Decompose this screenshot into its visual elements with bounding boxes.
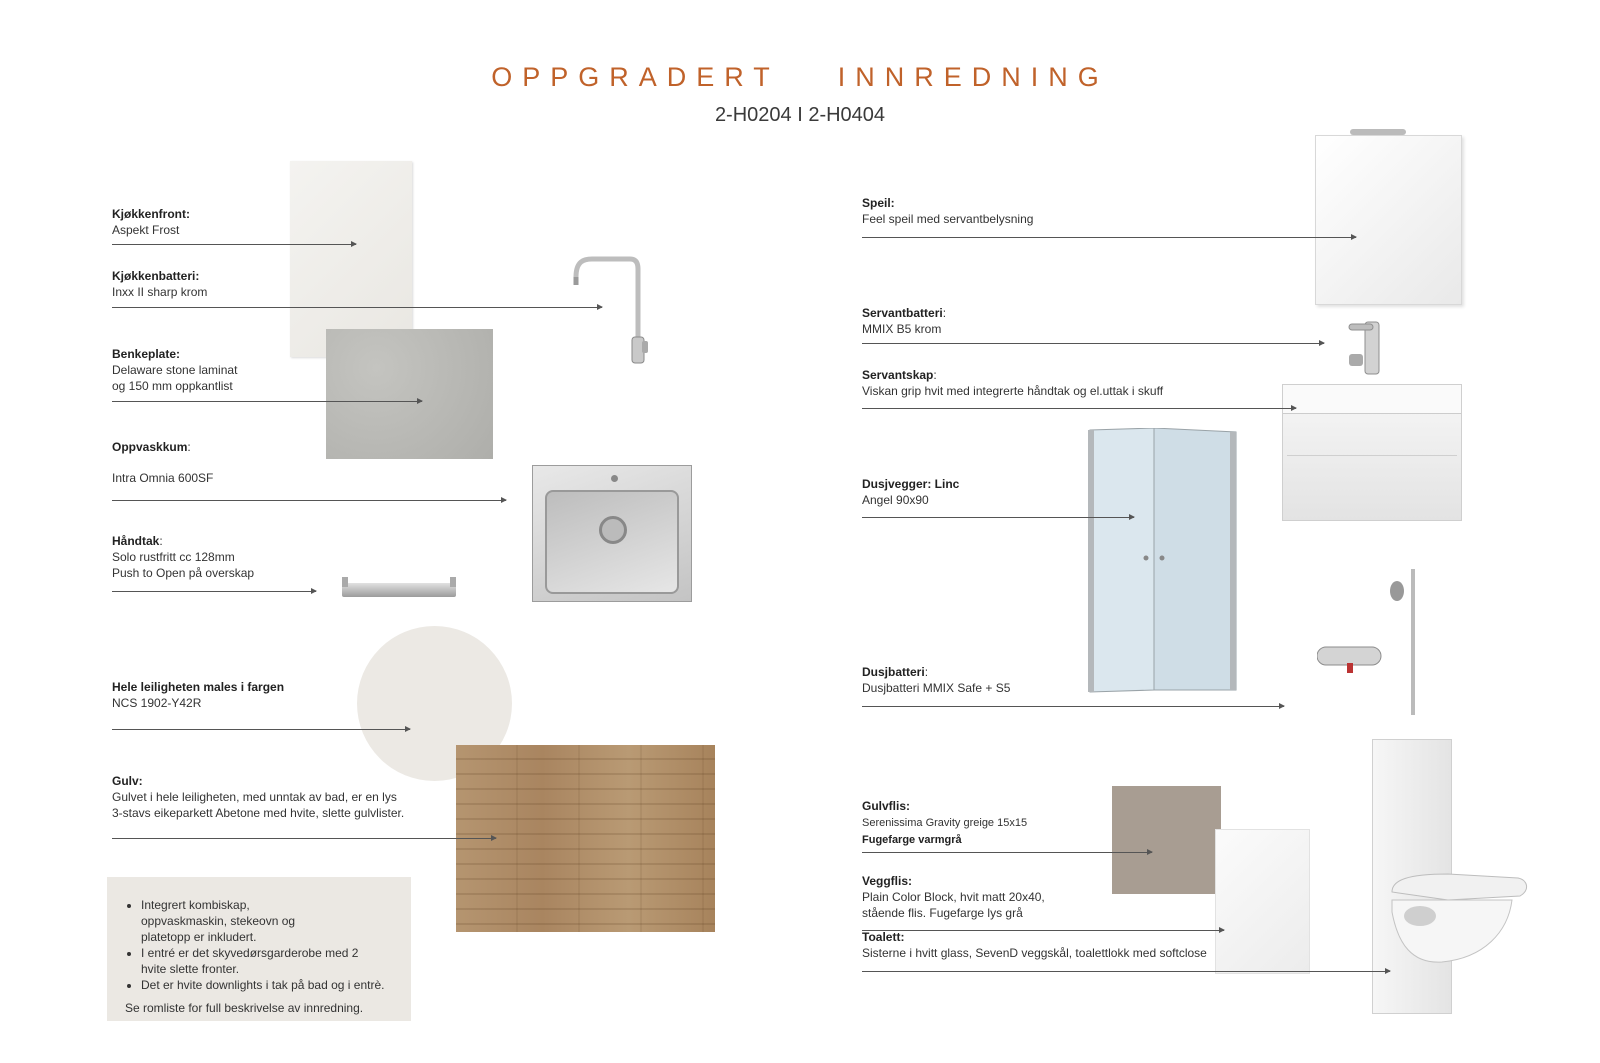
- mirror-heading: Speil:: [862, 196, 895, 210]
- shower-tap-label: [862, 664, 1010, 696]
- countertop-label: [112, 346, 237, 394]
- title-word-2: INNREDNING: [837, 62, 1109, 92]
- basin-tap-heading-colon: :: [942, 306, 947, 320]
- shower-walls-heading: Dusjvegger: Linc: [862, 477, 960, 491]
- kitchen-tap-heading: Kjøkkenbatteri:: [112, 269, 200, 283]
- note-line: Integrert kombiskap,: [141, 898, 250, 912]
- toilet-desc: Sisterne i hvitt glass, SevenD veggskål, toalettlokk med softclose: [862, 946, 1207, 960]
- wall-tile-image: [1215, 829, 1310, 974]
- handle-desc-1: Solo rustfritt cc 128mm: [112, 550, 235, 564]
- note-item-3: [141, 977, 411, 993]
- floor-tile-desc: Serenissima Gravity greige 15x15: [862, 817, 1028, 829]
- basin-tap-image: [1345, 314, 1395, 376]
- kitchen-front-arrow: [112, 244, 356, 245]
- shower-tap-desc: Dusjbatteri MMIX Safe + S5: [862, 681, 1011, 695]
- kitchen-front-heading: Kjøkkenfront:: [112, 207, 190, 221]
- shower-tap-image: [1317, 569, 1427, 717]
- kitchen-front-label: [112, 206, 190, 238]
- handle-label: [112, 533, 254, 581]
- handle-desc-2: Push to Open på overskap: [112, 566, 255, 580]
- floor-heading: Gulv:: [112, 774, 143, 788]
- countertop-image: [326, 329, 493, 459]
- floor-label: [112, 773, 404, 821]
- note-item-1: [141, 897, 411, 945]
- toilet-arrow: [862, 971, 1390, 972]
- shower-tap-arrow: [862, 706, 1284, 707]
- shower-walls-label: [862, 476, 959, 508]
- note-line: I entré er det skyvedørsgarderobe med 2: [141, 946, 359, 960]
- title-word-1: OPPGRADERT: [491, 62, 780, 92]
- countertop-arrow: [112, 401, 422, 402]
- floor-desc-1: Gulvet i hele leiligheten, med unntak av bad, er en lys: [112, 790, 397, 804]
- kitchen-tap-desc: Inxx II sharp krom: [112, 285, 208, 299]
- vanity-heading-colon: :: [933, 368, 937, 382]
- handle-heading: Håndtak: [112, 534, 160, 548]
- basin-tap-label: [862, 305, 946, 337]
- handle-leg-left: [342, 577, 348, 587]
- handle-arrow: [112, 591, 316, 592]
- wall-tile-desc-1: Plain Color Block, hvit matt 20x40,: [862, 890, 1045, 904]
- note-line: platetopp er inkludert.: [141, 930, 257, 944]
- handle-leg-right: [450, 577, 456, 587]
- shower-tap-heading-colon: :: [924, 665, 929, 679]
- floor-desc-2: 3-stavs eikeparkett Abetone med hvite, slette gulvlister.: [112, 806, 405, 820]
- note-line: oppvaskmaskin, stekeovn og: [141, 914, 296, 928]
- mirror-label: [862, 195, 1033, 227]
- note-line: Det er hvite downlights i tak på bad og i entrè.: [141, 978, 385, 992]
- vanity-desc: Viskan grip hvit med integrerte håndtak og el.uttak i skuff: [862, 384, 1164, 398]
- paint-label: [112, 679, 284, 711]
- note-item-2: [141, 945, 411, 977]
- paint-arrow: [112, 729, 410, 730]
- handle-heading-colon: :: [159, 534, 163, 548]
- sink-heading-colon: :: [187, 440, 191, 454]
- toilet-label: [862, 929, 1207, 961]
- sink-image: [532, 465, 692, 602]
- toilet-bowl-image: [1388, 872, 1533, 976]
- mirror-image: [1315, 135, 1462, 305]
- vanity-heading: Servantskap: [862, 368, 934, 382]
- basin-tap-arrow: [862, 343, 1324, 344]
- mirror-arrow: [862, 237, 1356, 238]
- kitchen-front-desc: Aspekt Frost: [112, 223, 180, 237]
- floor-tile-grout: Fugefarge varmgrå: [862, 834, 962, 846]
- shower-tap-heading: Dusjbatteri: [862, 665, 925, 679]
- wall-tile-heading: Veggflis:: [862, 874, 913, 888]
- basin-tap-heading: Servantbatteri: [862, 306, 943, 320]
- toilet-heading: Toalett:: [862, 930, 905, 944]
- notes-box: [107, 877, 411, 1021]
- floor-tile-arrow: [862, 852, 1152, 853]
- floor-arrow: [112, 838, 496, 839]
- handle-image: [342, 583, 456, 597]
- kitchen-tap-label: [112, 268, 207, 300]
- countertop-heading: Benkeplate:: [112, 347, 181, 361]
- shower-enclosure-image: [1088, 428, 1238, 696]
- mirror-light: [1350, 129, 1406, 135]
- vanity-label: [862, 367, 1163, 399]
- shower-walls-arrow: [862, 517, 1134, 518]
- sink-heading: Oppvaskkum: [112, 440, 188, 454]
- wall-tile-desc-2: stående flis. Fugefarge lys grå: [862, 906, 1023, 920]
- paint-heading: Hele leiligheten males i fargen: [112, 680, 285, 694]
- countertop-desc-1: Delaware stone laminat: [112, 363, 238, 377]
- notes-footer: Se romliste for full beskrivelse av innredning.: [125, 1001, 364, 1015]
- vanity-arrow: [862, 408, 1296, 409]
- page-title: [0, 62, 1600, 93]
- mirror-desc: Feel speil med servantbelysning: [862, 212, 1034, 226]
- kitchen-tap-image: [570, 255, 650, 367]
- shower-walls-desc: Angel 90x90: [862, 493, 929, 507]
- paint-desc: NCS 1902-Y42R: [112, 696, 202, 710]
- floor-tile-heading: Gulvflis:: [862, 799, 911, 813]
- sink-label: [112, 439, 191, 455]
- vanity-image: [1282, 384, 1462, 521]
- basin-tap-desc: MMIX B5 krom: [862, 322, 942, 336]
- floor-tile-label: [862, 798, 1027, 848]
- page-subtitle: 2-H0204 I 2-H0404: [714, 104, 886, 126]
- wall-tile-label: [862, 873, 1045, 921]
- sink-arrow: [112, 500, 506, 501]
- kitchen-front-image: [290, 161, 412, 357]
- notes-list: [107, 877, 411, 993]
- sink-desc: Intra Omnia 600SF: [112, 471, 214, 485]
- note-line: hvite slette fronter.: [141, 962, 240, 976]
- kitchen-tap-arrow: [112, 307, 602, 308]
- floor-tile-image: [1112, 786, 1221, 894]
- countertop-desc-2: og 150 mm oppkantlist: [112, 379, 233, 393]
